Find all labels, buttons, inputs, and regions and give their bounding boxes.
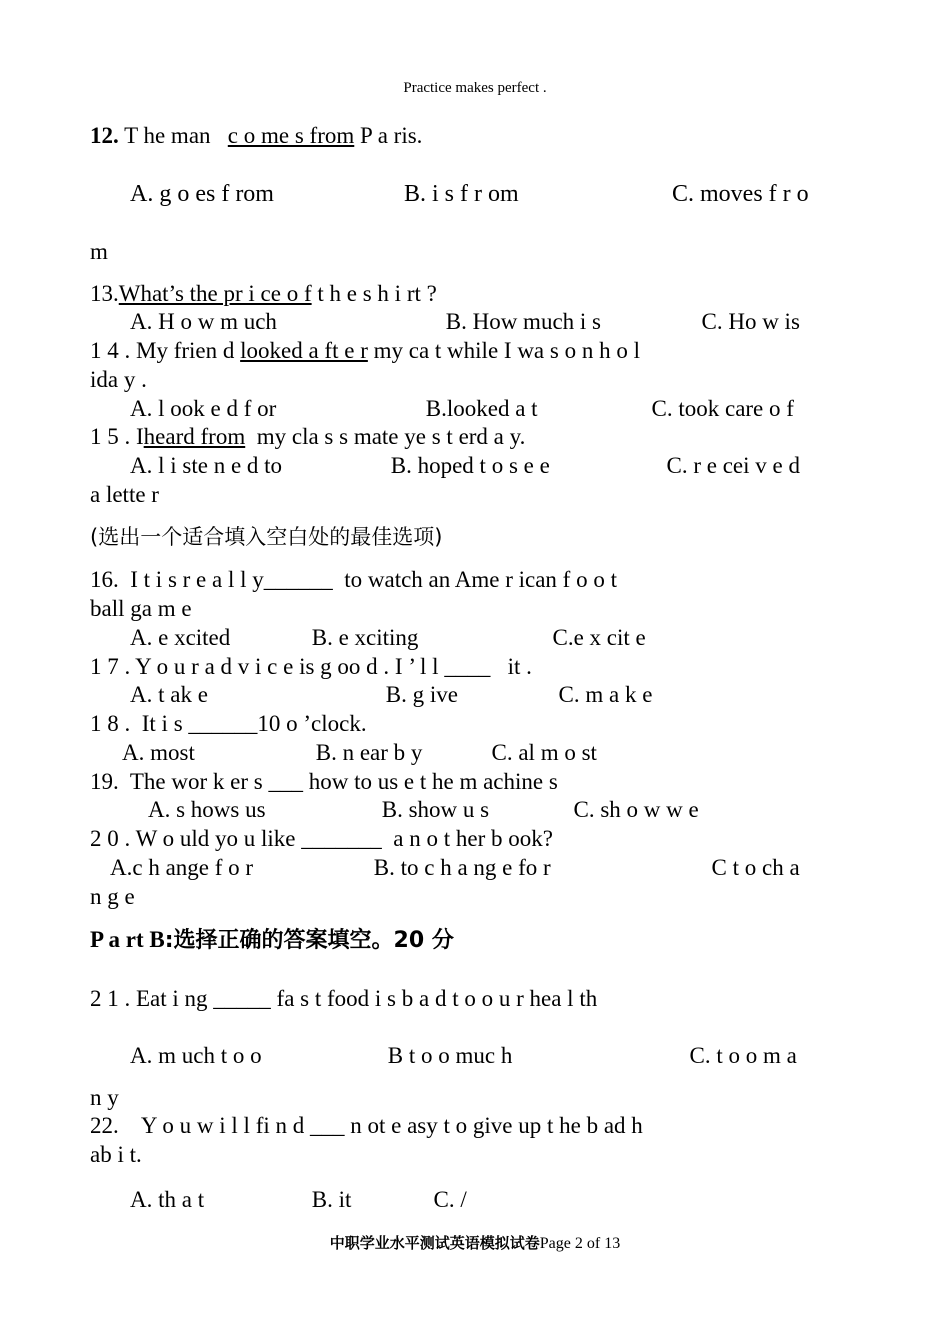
question-22-wrap: ab i t. [90,1142,142,1167]
page-footer [0,1232,950,1253]
option-a: A. most [122,740,195,765]
question-19-options [148,796,858,824]
option-b: B t o o muc h [387,1043,513,1068]
option-c: C. m a k e [558,682,653,707]
option-a: A. l i ste n e d to [130,453,283,478]
question-stem: P a ris. [360,123,423,148]
question-stem: T he man [124,123,211,148]
question-stem: how to us e t he m achine s [308,769,558,794]
option-c: C. Ho w is [701,309,800,334]
question-stem: a n o t her b ook? [393,826,553,851]
page-number: Page 2 of 13 [539,1235,621,1252]
question-18 [90,710,858,738]
question-18-options [122,739,858,767]
question-16-wrap: ball ga m e [90,596,192,621]
question-stem: n ot e asy t o give up t he b ad h [350,1113,643,1138]
option-b: B. How much i s [445,309,601,334]
option-c: C. al m o st [491,740,597,765]
answer-blank: _______ [301,826,382,851]
option-b: B. to c h a ng e fo r [373,855,551,880]
option-a: A. g o es f rom [130,181,274,207]
option-a: A. l ook e d f or [130,396,277,421]
part-b-heading [90,926,858,955]
question-21-options [130,1042,858,1070]
option-b: B. it [311,1187,352,1212]
question-stem: Y o u r a d v i c e is g oo d . I ’ l l [135,654,439,679]
question-number: 12. [90,123,119,148]
question-number: 2 1 . [90,986,131,1011]
question-15 [90,423,858,451]
question-stem: It i s [141,711,183,736]
option-b: B. n ear b y [315,740,423,765]
underlined-phrase: looked a ft e r [240,338,368,363]
answer-blank: ___ [310,1113,345,1138]
option-a: A.c h ange f o r [110,855,254,880]
option-c: C. / [433,1187,467,1212]
question-15-wrap: a lette r [90,482,159,507]
question-stem: My frien d [136,338,235,363]
question-22-options [130,1186,858,1214]
question-15-options [130,452,858,480]
underlined-phrase: heard from [143,424,246,449]
option-b: B. e xciting [311,625,419,650]
option-a: A. t ak e [130,682,208,707]
question-21 [90,985,858,1013]
answer-blank: ____ [444,654,491,679]
option-c: C.e x cit e [552,625,646,650]
option-b: B. show u s [381,797,490,822]
underlined-phrase: What’s the pr i ce o f [118,281,312,306]
option-b: B. g ive [385,682,458,707]
answer-blank: _____ [213,986,271,1011]
option-a: A. th a t [130,1187,205,1212]
question-14-wrap: ida y . [90,367,147,392]
option-b: B. i s f r om [404,181,519,207]
question-stem: it . [507,654,532,679]
question-14-options [130,395,858,423]
option-c: C. sh o w w e [573,797,699,822]
option-c: C. moves f r o [672,181,809,207]
question-16-options [130,624,858,652]
question-number: 16. [90,567,119,592]
question-12-wrap: m [90,239,108,264]
question-12 [90,122,858,150]
question-number: 19. [90,769,119,794]
question-22 [90,1112,858,1140]
page-header: Practice makes perfect . [403,80,547,96]
part-b-instruction: :选择正确的答案填空。20 分 [164,928,454,953]
question-20 [90,825,858,853]
question-stem: my ca t while I wa s o n h o l [373,338,640,363]
question-13 [90,280,858,308]
question-20-wrap: n g e [90,884,135,909]
option-c: C. t o o m a [689,1043,797,1068]
section-instruction: (选出一个适合填入空白处的最佳选项) [90,525,443,549]
question-19 [90,768,858,796]
question-12-options [130,180,858,208]
question-number: 2 0 . [90,826,131,851]
question-stem: t h e s h i rt ? [317,281,437,306]
question-13-options [130,308,858,336]
question-stem: W o uld yo u like [135,826,296,851]
question-number: 1 4 . [90,338,131,363]
option-a: A. m uch t o o [130,1043,262,1068]
question-20-options [110,854,858,882]
question-21-wrap: n y [90,1085,119,1110]
question-number: 13. [90,281,119,306]
question-stem: 10 o ’clock. [257,711,367,736]
option-b: B.looked a t [425,396,538,421]
question-stem: I [136,424,144,449]
option-a: A. s hows us [148,797,266,822]
question-17-options [130,681,858,709]
question-number: 22. [90,1113,119,1138]
option-c: C t o ch a [711,855,800,880]
question-14 [90,337,858,365]
question-stem: my cla s s mate ye s t erd a y. [256,424,526,449]
part-b-label: P a rt B [90,927,165,952]
question-stem: Y o u w i l l fi n d [140,1113,305,1138]
question-number: 1 5 . [90,424,131,449]
question-stem: Eat i ng [136,986,208,1011]
answer-blank: ______ [188,711,258,736]
question-number: 1 8 . [90,711,131,736]
option-c: C. took care o f [651,396,794,421]
question-17 [90,653,858,681]
option-b: B. hoped t o s e e [390,453,550,478]
question-number: 1 7 . [90,654,131,679]
option-c: C. r e cei v e d [666,453,800,478]
option-a: A. H o w m uch [130,309,277,334]
footer-title: 中职学业水平测试英语模拟试卷 [329,1234,540,1252]
answer-blank: ___ [268,769,303,794]
question-stem: fa s t food i s b a d t o o u r hea l th [276,986,598,1011]
question-stem: I t i s r e a l l y [130,567,264,592]
underlined-phrase: c o me s from [227,123,355,148]
question-stem: The wor k er s [129,769,263,794]
question-16 [90,566,858,594]
question-stem: to watch an Ame r ican f o o t [344,567,617,592]
option-a: A. e xcited [130,625,231,650]
answer-blank: ______ [263,567,333,592]
